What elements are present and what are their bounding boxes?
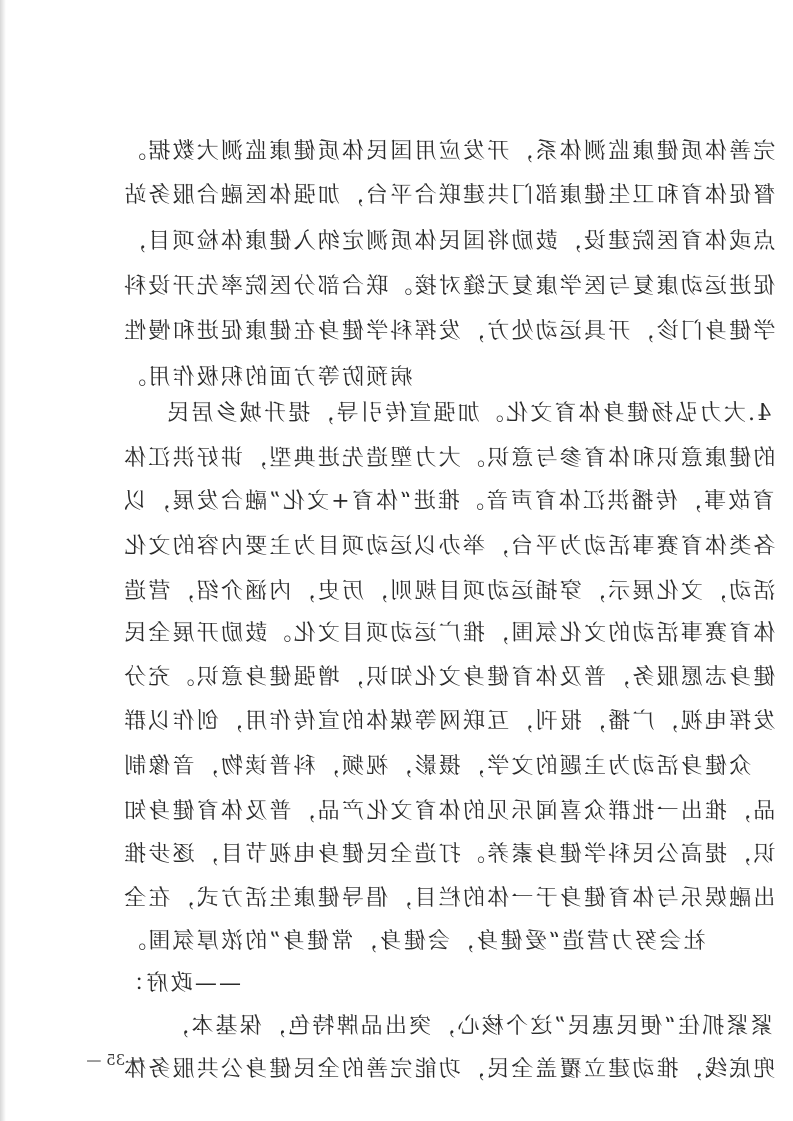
text-line: 兜底线，推动建立覆盖全民，功能完善的全民健身公共服务体 xyxy=(122,1057,776,1082)
text-line: 健身志愿服务，普及体育健身文化知识，增强健身意识。充分 xyxy=(122,665,776,690)
text-line: 促进运动康复与医学康复无缝对接。联合部分医院率先开设科 xyxy=(122,274,776,299)
text-line: 识，提高公民科学健身素养。打造全民健身电视节目，逐步推 xyxy=(122,842,776,867)
text-line: 社会努力营造“爱健身，会健身，常健身”的浓厚氛围。 xyxy=(122,929,706,954)
text-line: 4.大力弘扬健身体育文化。加强宣传引导，提升城乡居民 xyxy=(165,401,772,426)
text-line: 点或体育医院建设，鼓励将国民体质测定纳入健康体检项目， xyxy=(122,229,776,254)
text-line: 发挥电视，广播，报刊，互联网等媒体的宣传作用，创作以群 xyxy=(122,709,776,734)
text-line: 众健身活动为主题的文学，摄影，视频，科普读物，音像制 xyxy=(122,754,752,779)
text-line: 各类体育赛事活动为平台，举办以运动项目为主要内容的文化 xyxy=(122,534,776,559)
text-line: 活动，文化展示，穿插运动项目规则，历史，内涵介绍，营造 xyxy=(122,579,776,604)
text-line: 病预防等方面的积极作用。 xyxy=(122,365,413,390)
text-line: 的健康意识和体育参与意识。大力塑造先进典型，讲好洪江体 xyxy=(122,446,776,471)
text-line: 出融娱乐与体育健身于一体的栏目，倡导健康生活方式，在全 xyxy=(122,886,776,911)
text-line: 体育赛事活动的文化氛围，推广运动项目文化。鼓励开展全民 xyxy=(122,621,776,646)
text-line: 完善体质健康监测体系，开发应用国民体质健康监测大数据。 xyxy=(122,139,776,164)
text-line: 紧紧抓住“便民惠民”这个核心，突出品牌特色，保基本， xyxy=(165,1014,773,1039)
text-line: 品，推出一批群众喜闻乐见的体育文化产品，普及体育健身知 xyxy=(122,799,776,824)
text-line: 育故事，传播洪江体育声音。推进“体育+文化”融合发展，以 xyxy=(122,489,775,514)
section-heading: ——政府： xyxy=(120,971,242,996)
text-line: 学健身门诊，开具运动处方，发挥科学健身在健康促进和慢性 xyxy=(122,319,776,344)
text-line: 督促体育和卫生健康部门共建联合平台，加强体医融合服务站 xyxy=(122,183,776,208)
